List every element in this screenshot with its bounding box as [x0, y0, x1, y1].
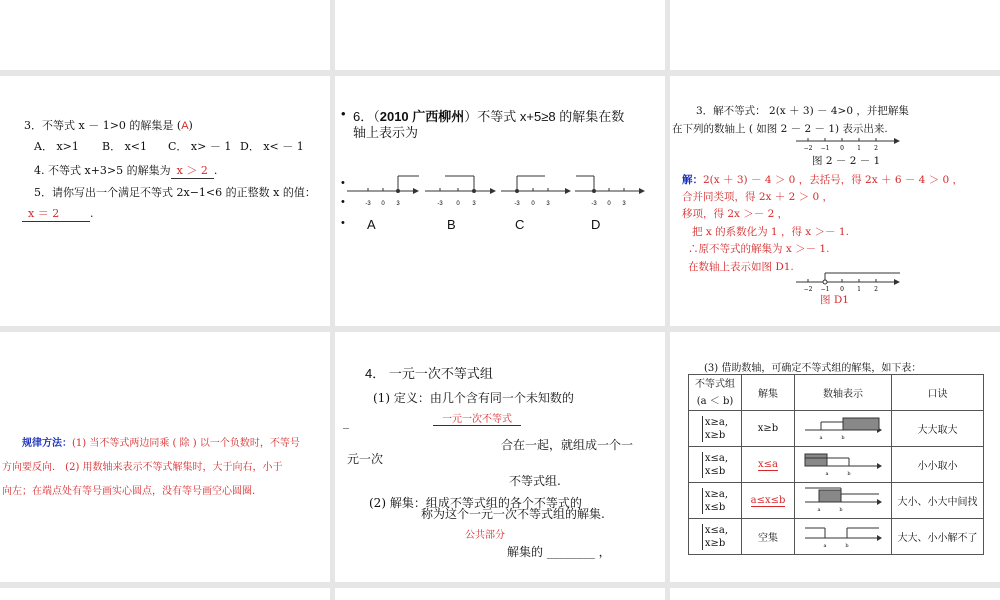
problem-line1: 3．解不等式： 2(x ＋ 3) － 4>0 ，并把解集 [696, 105, 909, 117]
q3-stem: 3．不等式 x － 1>0 的解集是 ( [24, 119, 182, 132]
bullet: • [341, 106, 346, 121]
choice-d: D [591, 217, 601, 232]
system-cell [689, 411, 742, 447]
number-line-cell [795, 483, 892, 519]
slide-inequality-system-definition [335, 332, 665, 582]
header-rhyme: 口诀 [892, 375, 984, 411]
definition-line3: 元一次 [347, 452, 384, 466]
q3-option-a: A． x>1 [34, 140, 79, 153]
solution-set-line1: (2) 解集：组成不等式组的各个不等式的 [369, 496, 582, 510]
rhyme-cell: 小小取小 [892, 447, 984, 483]
slide-number-line-choice [335, 76, 665, 326]
header-system [689, 375, 742, 411]
number-line-options [335, 171, 665, 216]
tick-label: 2 [874, 286, 878, 292]
tick-label: 0 [456, 201, 460, 207]
choice-b: B [447, 217, 456, 232]
solution-cell [742, 447, 795, 483]
axis-label-a: a [819, 435, 823, 440]
slide-top-right [670, 0, 1000, 70]
q4-stem: 4. 不等式 x+3>5 的解集为 [34, 164, 171, 177]
solution-value: a≤x≤b [750, 495, 786, 506]
tick-label: 1 [857, 145, 861, 152]
solution-cell: 空集 [742, 519, 795, 555]
slide-top-left [0, 0, 330, 70]
choice-c: C [515, 217, 525, 232]
blank-answer-2: 公共部分 [465, 530, 505, 541]
header-system-label: 不等式组 [695, 378, 735, 390]
q6-source: 2010 广西柳州 [379, 109, 465, 124]
system-line: x≥a, [704, 416, 729, 428]
tick-label: 3 [396, 201, 400, 207]
system-line: x≥b [704, 537, 726, 549]
slide-bottom-middle [335, 588, 665, 600]
number-line-d1 [794, 270, 904, 292]
tick-label: -3 [437, 201, 443, 207]
mini-number-line [803, 414, 883, 440]
definition-dash: _ [343, 415, 349, 429]
system-cell [689, 519, 742, 555]
system-cell [689, 483, 742, 519]
system-line: x≤b [704, 465, 726, 477]
solution-line1 [682, 172, 963, 187]
tick-label: −2 [803, 145, 813, 152]
mini-number-line [803, 450, 883, 476]
number-line-b [425, 176, 496, 207]
choice-a: A [367, 217, 376, 232]
q3-option-b: B． x<1 [102, 140, 147, 153]
system-line: x≥a, [704, 488, 729, 500]
tick-label: 3 [472, 201, 476, 207]
tick-label: 3 [546, 201, 550, 207]
number-line-a [347, 176, 419, 207]
q4-answer: x ＞ 2 [171, 162, 214, 179]
number-line-cell [795, 519, 892, 555]
q3-close: ) [188, 119, 193, 132]
axis-label-a: a [825, 471, 829, 476]
slide-solution-table [670, 332, 1000, 582]
q6-num: 6．（ [353, 109, 380, 124]
tips-text: (1) 当不等式两边同乘 ( 除 ) 以一个负数时，不等号 [72, 438, 300, 449]
q5-answer-line [22, 205, 94, 222]
solution-line4: 把 x 的系数化为 1 ，得 x ＞－ 1. [692, 226, 849, 238]
axis-label-b: b [839, 507, 843, 512]
table-header-row [689, 375, 984, 411]
solution-line5: ∴原不等式的解集为 x ＞－ 1. [688, 243, 830, 255]
table-row [689, 483, 984, 519]
header-number-line: 数轴表示 [795, 375, 892, 411]
q4-line [34, 162, 217, 179]
q3-line [24, 117, 193, 133]
system-line: x≤a, [704, 452, 729, 464]
tick-label: 0 [381, 201, 385, 207]
tick-label: −1 [820, 286, 830, 292]
problem-line2: 在下列的数轴上 ( 如图 2 － 2 － 1) 表示出来. [672, 123, 888, 135]
blank-answer-1: 一元一次不等式 [433, 410, 521, 426]
number-line-c [501, 176, 571, 207]
axis-label-b: b [847, 471, 851, 476]
q3-answer: A [181, 120, 189, 132]
q5-end: . [90, 207, 94, 220]
tick-label: -3 [365, 201, 371, 207]
tick-label: 0 [531, 201, 535, 207]
q5-stem: 5．请你写出一个满足不等式 2x−1<6 的正整数 x 的值： [34, 186, 316, 199]
figure-caption-d1: 图 D1 [820, 294, 849, 306]
slide-method-tips [0, 332, 330, 582]
number-line-cell [795, 447, 892, 483]
number-line-fig1 [794, 135, 904, 153]
number-line-cell [795, 411, 892, 447]
system-cell [689, 447, 742, 483]
tips-line1 [22, 434, 300, 449]
solution-cell: x≥b [742, 411, 795, 447]
slide-top-middle [335, 0, 665, 70]
tips-line2: 方向要反向． (2) 用数轴来表示不等式解集时，大于向右，小于 [2, 462, 283, 473]
q3-option-d: D． x< － 1 [240, 140, 304, 153]
tick-label: 0 [840, 145, 844, 152]
axis-label-b: b [845, 543, 849, 548]
tips-label: 规律方法： [22, 438, 72, 449]
q4-end: . [213, 164, 218, 177]
figure-caption-1: 图 2 － 2 － 1 [812, 155, 881, 167]
q3-option-c: C． x> － 1 [168, 140, 232, 153]
axis-label-a: a [823, 543, 827, 548]
system-line: x≤a, [704, 524, 729, 536]
header-system-condition: (a ＜ b) [696, 395, 734, 407]
solution-cell [742, 483, 795, 519]
table-row [689, 519, 984, 555]
tick-label: −2 [803, 286, 813, 292]
tick-label: 1 [857, 286, 861, 292]
q6-line2: 轴上表示为 [353, 125, 419, 140]
section-title: 4． 一元一次不等式组 [365, 366, 493, 381]
mini-number-line [803, 486, 883, 512]
axis-label-a: a [817, 507, 821, 512]
solution-set-line3: 解集的 ________ ， [507, 545, 611, 559]
number-line-d [575, 176, 645, 207]
tick-label: -3 [514, 201, 520, 207]
header-solution: 解集 [742, 375, 795, 411]
solution-line6: 在数轴上表示如图 D1. [688, 261, 794, 273]
tick-label: 3 [622, 201, 626, 207]
tick-label: 0 [840, 286, 844, 292]
table-intro: (3) 借助数轴，可确定不等式组的解集，如下表： [704, 363, 922, 374]
rhyme-cell: 大大取大 [892, 411, 984, 447]
slide-inequality-questions [0, 76, 330, 326]
slide-solve-inequality [670, 76, 1000, 326]
solution-text: 2(x ＋ 3) － 4 ＞ 0 ，去括号，得 2x ＋ 6 － 4 ＞ 0 ， [703, 174, 964, 186]
q6-rest: ）不等式 x+5≥8 的解集在数 [464, 109, 625, 124]
slide-bottom-right [670, 588, 1000, 600]
solution-line2: 合并同类项，得 2x ＋ 2 ＞ 0 ， [682, 191, 833, 203]
bullet: • [341, 217, 345, 229]
definition-line2: 合在一起，就组成一个一 [501, 438, 634, 452]
tick-label: 0 [607, 201, 611, 207]
axis-label-b: b [841, 435, 845, 440]
definition-line1: (1) 定义：由几个含有同一个未知数的 [373, 391, 574, 405]
system-line: x≤b [704, 501, 726, 513]
solution-line3: 移项，得 2x ＞－ 2 ， [682, 208, 789, 220]
rhyme-cell: 大小、小大中间找 [892, 483, 984, 519]
tick-label: 2 [874, 145, 878, 152]
solution-label: 解： [682, 174, 703, 186]
mini-number-line [803, 522, 883, 548]
table-row [689, 411, 984, 447]
system-line: x≥b [704, 429, 726, 441]
tick-label: -3 [591, 201, 597, 207]
bullet: • [341, 196, 345, 208]
bullet: • [341, 177, 345, 189]
rhyme-cell: 大大、小小解不了 [892, 519, 984, 555]
solution-value: x≤a [758, 459, 778, 470]
tips-line3: 向左；在端点处有等号画实心圆点，没有等号画空心圆圈. [2, 486, 256, 497]
definition-line4: 不等式组. [509, 474, 561, 488]
slide-bottom-left [0, 588, 330, 600]
q5-answer: x ＝ 2 [22, 205, 90, 222]
table-row [689, 447, 984, 483]
tick-label: −1 [820, 145, 830, 152]
inequality-system-table [688, 374, 984, 555]
solution-set-line2: 称为这个一元一次不等式组的解集. [421, 507, 605, 521]
